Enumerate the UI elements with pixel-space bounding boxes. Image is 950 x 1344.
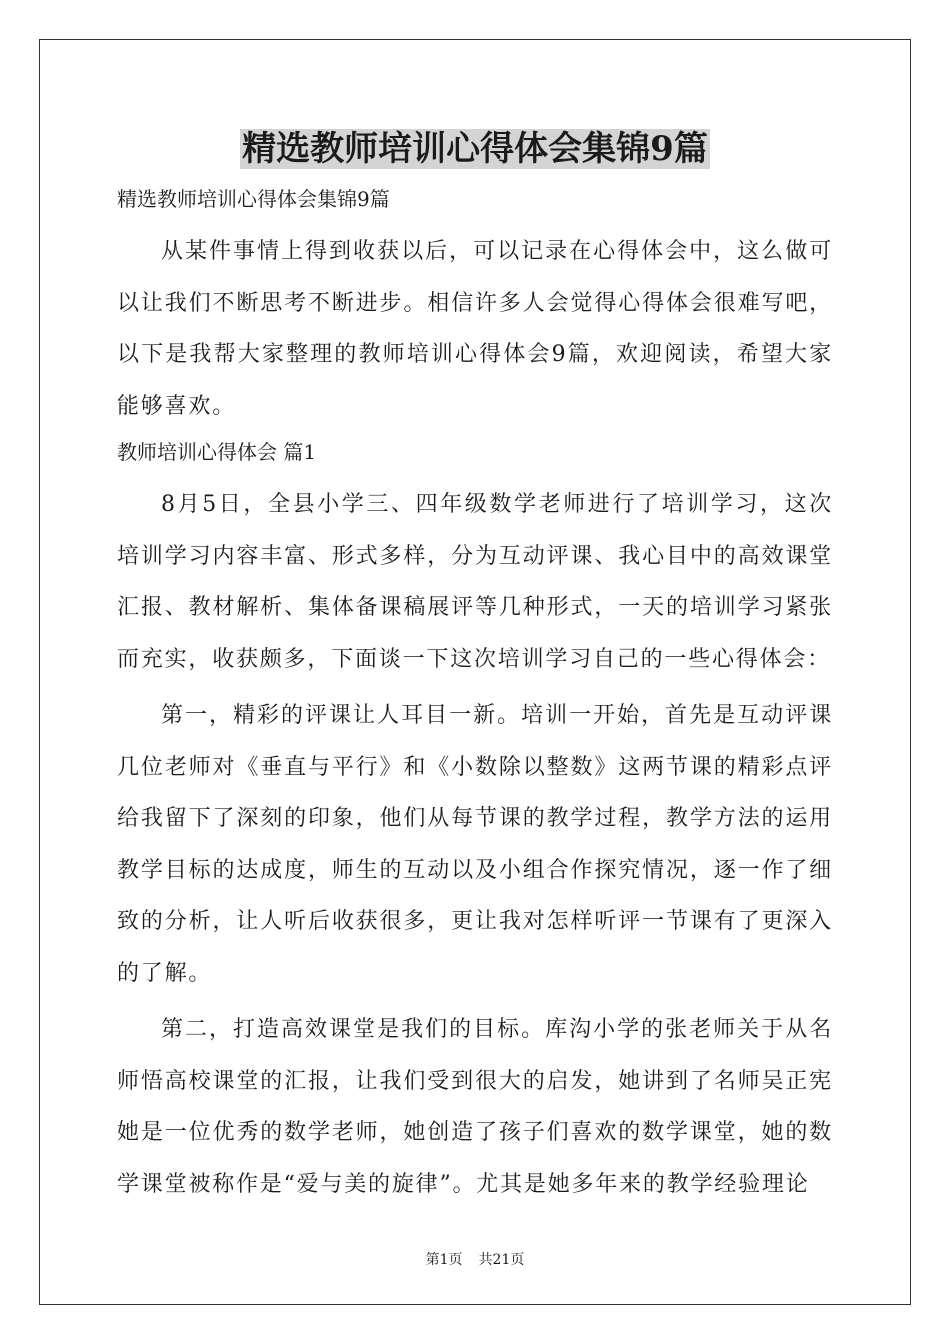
page-footer (0, 1250, 950, 1270)
section-heading: 教师培训心得体会 篇1 (117, 440, 317, 464)
page-number-current: 第1页 (425, 1252, 463, 1268)
document-body (117, 184, 833, 1215)
body-paragraph-1: 8月5日，全县小学三、四年级数学老师进行了培训学习，这次培训学习内容丰富、形式多样，分为互动评课、我心目中的高效课堂汇报、教材解析、集体备课稿展评等几种形式，一天的培训学习紧张而充实，收获颇多，下面谈一下这次培训学习自己的一些心得体会： (117, 492, 833, 672)
page-number-total: 共21页 (478, 1252, 525, 1268)
intro-paragraph: 从某件事情上得到收获以后，可以记录在心得体会中，这么做可以让我们不断思考不断进步。相信许多人会觉得心得体会很难写吧，以下是我帮大家整理的教师培训心得体会9篇，欢迎阅读，希望大家能够喜欢。 (117, 239, 833, 419)
body-paragraph-2: 第一，精彩的评课让人耳目一新。培训一开始，首先是互动评课几位老师对《垂直与平行》和《小数除以整数》这两节课的精彩点评给我留下了深刻的印象，他们从每节课的教学过程，教学方法的运用教学目标的达成度，师生的互动以及小组合作探究情况，逐一作了细致的分析，让人听后收获很多，更让我对怎样听评一节课有了更深入的了解。 (117, 703, 833, 986)
document-title-text: 精选教师培训心得体会集锦9篇 (242, 129, 708, 169)
document-subtitle: 精选教师培训心得体会集锦9篇 (117, 187, 390, 211)
document-title (0, 126, 950, 172)
body-paragraph-3: 第二，打造高效课堂是我们的目标。库沟小学的张老师关于从名师悟高校课堂的汇报，让我们受到很大的启发，她讲到了名师吴正宪她是一位优秀的数学老师，她创造了孩子们喜欢的数学课堂，她的数学课堂被称作是“爱与美的旋律”。尤其是她多年来的教学经验理论 (117, 1017, 833, 1197)
